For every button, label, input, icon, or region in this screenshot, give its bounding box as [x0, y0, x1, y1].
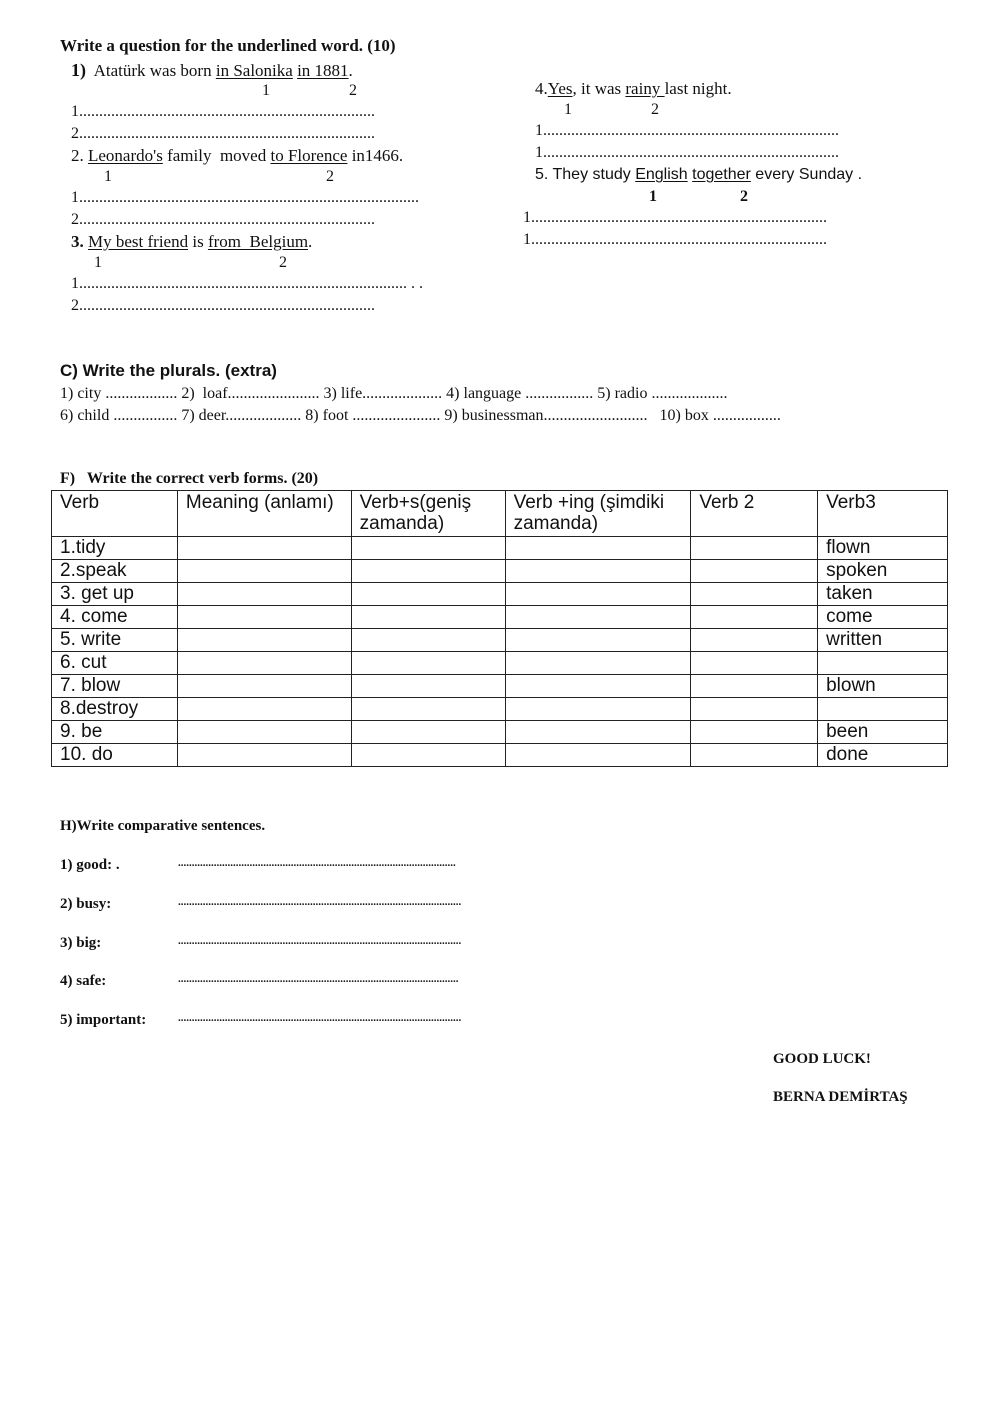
- question-text: last night.: [664, 79, 732, 98]
- verb-ing-cell[interactable]: [505, 560, 691, 583]
- verb2-cell[interactable]: [691, 537, 818, 560]
- verb-ing-cell[interactable]: [505, 629, 691, 652]
- verb-s-cell[interactable]: [351, 744, 505, 767]
- comparative-label: 4) safe:: [60, 973, 107, 989]
- question-2: [71, 146, 403, 166]
- question-text: family moved: [162, 146, 271, 165]
- question-text: They study: [552, 166, 636, 183]
- question-text: .: [348, 61, 353, 80]
- question-5: [535, 166, 862, 184]
- question-text: every Sunday .: [750, 166, 863, 183]
- answer-line[interactable]: ......................................................................................................: [178, 973, 459, 985]
- header-verb3: Verb3: [818, 491, 948, 537]
- verb-s-cell[interactable]: [351, 675, 505, 698]
- question-number: 3.: [71, 232, 84, 251]
- verb3-cell: spoken: [818, 560, 948, 583]
- verb-ing-cell[interactable]: [505, 537, 691, 560]
- header-verb: Verb: [52, 491, 178, 537]
- verb-s-cell[interactable]: [351, 583, 505, 606]
- verb-cell: 1.tidy: [52, 537, 178, 560]
- answer-line[interactable]: 2..........................................................................: [71, 211, 375, 228]
- question-number: 1): [71, 60, 86, 80]
- verb-cell: 10. do: [52, 744, 178, 767]
- table-row: [52, 606, 948, 629]
- answer-line[interactable]: 1..........................................................................: [535, 122, 839, 139]
- marker-1: 1: [104, 168, 112, 185]
- underlined-word-1: Yes: [547, 79, 573, 98]
- verb-s-cell[interactable]: [351, 698, 505, 721]
- underlined-word-1: English: [635, 166, 688, 183]
- verb2-cell[interactable]: [691, 606, 818, 629]
- verb2-cell[interactable]: [691, 629, 818, 652]
- meaning-cell[interactable]: [177, 744, 351, 767]
- marker-1: 1: [564, 101, 572, 118]
- underlined-word-2: from Belgium: [207, 232, 309, 251]
- verb2-cell[interactable]: [691, 744, 818, 767]
- verb-ing-cell[interactable]: [505, 652, 691, 675]
- section-a-title: Write a question for the underlined word. (10): [60, 36, 396, 55]
- comparative-label: 3) big:: [60, 935, 102, 951]
- verb-ing-cell[interactable]: [505, 721, 691, 744]
- question-number: 5.: [535, 166, 553, 183]
- comparative-label: 2) busy:: [60, 896, 112, 912]
- header-meaning: Meaning (anlamı): [177, 491, 351, 537]
- plurals-row-1[interactable]: 1) city .................. 2) loaf....................... 3) life.................... 4) language ................. 5) radio ...................: [60, 385, 728, 402]
- table-row: [52, 583, 948, 606]
- meaning-cell[interactable]: [177, 537, 351, 560]
- answer-line[interactable]: 2..........................................................................: [71, 125, 375, 142]
- verb2-cell[interactable]: [691, 583, 818, 606]
- answer-line[interactable]: .......................................................................................................: [178, 935, 462, 947]
- marker-2: 2: [651, 101, 659, 118]
- verb3-cell: come: [818, 606, 948, 629]
- table-row: [52, 560, 948, 583]
- verb-cell: 5. write: [52, 629, 178, 652]
- verb-forms-table: [51, 490, 948, 767]
- answer-line[interactable]: 1..........................................................................: [523, 209, 827, 226]
- marker-1: 1: [94, 254, 102, 271]
- table-row: [52, 652, 948, 675]
- underlined-word-2: in 1881: [297, 61, 349, 80]
- marker-2: 2: [740, 188, 748, 205]
- section-c-title: C) Write the plurals. (extra): [60, 361, 277, 380]
- answer-line[interactable]: 2..........................................................................: [71, 297, 375, 314]
- verb3-cell: been: [818, 721, 948, 744]
- meaning-cell[interactable]: [177, 629, 351, 652]
- verb-s-cell[interactable]: [351, 537, 505, 560]
- verb-s-cell[interactable]: [351, 629, 505, 652]
- verb3-cell[interactable]: [818, 652, 948, 675]
- question-text: .: [308, 232, 313, 251]
- underlined-word-2: together: [692, 166, 751, 183]
- verb-s-cell[interactable]: [351, 721, 505, 744]
- marker-2: 2: [349, 82, 357, 99]
- question-number: 2.: [71, 146, 88, 165]
- answer-line[interactable]: 1..........................................................................: [71, 103, 375, 120]
- meaning-cell[interactable]: [177, 652, 351, 675]
- table-row: [52, 698, 948, 721]
- verb-ing-cell[interactable]: [505, 744, 691, 767]
- comparative-label: 5) important:: [60, 1012, 147, 1028]
- verb2-cell[interactable]: [691, 652, 818, 675]
- section-h-title: H)Write comparative sentences.: [60, 818, 266, 834]
- verb-ing-cell[interactable]: [505, 583, 691, 606]
- table-row: [52, 675, 948, 698]
- verb-ing-cell[interactable]: [505, 675, 691, 698]
- answer-line[interactable]: 1..........................................................................: [523, 231, 827, 248]
- verb-cell: 8.destroy: [52, 698, 178, 721]
- answer-line[interactable]: .......................................................................................................: [178, 1012, 462, 1024]
- verb3-cell: taken: [818, 583, 948, 606]
- table-row: [52, 629, 948, 652]
- answer-line[interactable]: .......................................................................................................: [178, 896, 462, 908]
- verb-s-cell[interactable]: [351, 560, 505, 583]
- underlined-word-2: to Florence: [270, 146, 348, 165]
- meaning-cell[interactable]: [177, 583, 351, 606]
- verb2-cell[interactable]: [691, 560, 818, 583]
- author-name: BERNA DEMİRTAŞ: [773, 1089, 908, 1105]
- verb-cell: 7. blow: [52, 675, 178, 698]
- answer-line[interactable]: 1.....................................................................................: [71, 189, 419, 206]
- meaning-cell[interactable]: [177, 698, 351, 721]
- meaning-cell[interactable]: [177, 560, 351, 583]
- underlined-word-2: rainy: [625, 79, 665, 98]
- verb-s-cell[interactable]: [351, 652, 505, 675]
- question-number: 4.: [535, 79, 548, 98]
- verb3-cell: written: [818, 629, 948, 652]
- question-4: [535, 79, 732, 99]
- table-row: [52, 744, 948, 767]
- question-text: is: [188, 232, 208, 251]
- underlined-word-1: in Salonika: [215, 61, 293, 80]
- verb-ing-cell[interactable]: [505, 698, 691, 721]
- marker-2: 2: [326, 168, 334, 185]
- underlined-word-1: Leonardo's: [88, 146, 163, 165]
- answer-line[interactable]: .....................................................................................................: [178, 857, 456, 869]
- answer-line[interactable]: 1..........................................................................: [535, 144, 839, 161]
- verb-cell: 3. get up: [52, 583, 178, 606]
- table-header-row: [52, 491, 948, 537]
- question-text: , it was: [572, 79, 626, 98]
- verb-cell: 4. come: [52, 606, 178, 629]
- verb-ing-cell[interactable]: [505, 606, 691, 629]
- meaning-cell[interactable]: [177, 606, 351, 629]
- meaning-cell[interactable]: [177, 675, 351, 698]
- verb2-cell[interactable]: [691, 721, 818, 744]
- verb-cell: 6. cut: [52, 652, 178, 675]
- header-verb2: Verb 2: [691, 491, 818, 537]
- marker-2: 2: [279, 254, 287, 271]
- question-text: in1466.: [347, 146, 404, 165]
- verb3-cell: flown: [818, 537, 948, 560]
- verb2-cell[interactable]: [691, 675, 818, 698]
- verb-cell: 2.speak: [52, 560, 178, 583]
- question-3: [71, 232, 312, 252]
- verb2-cell[interactable]: [691, 698, 818, 721]
- verb3-cell[interactable]: [818, 698, 948, 721]
- meaning-cell[interactable]: [177, 721, 351, 744]
- marker-1: 1: [649, 188, 657, 205]
- question-text: Atatürk was born: [93, 61, 216, 80]
- plurals-row-2[interactable]: 6) child ................ 7) deer................... 8) foot ...................... 9) businessman.......................... 10) box .................: [60, 407, 781, 424]
- table-row: [52, 537, 948, 560]
- verb-cell: 9. be: [52, 721, 178, 744]
- header-verb-s: Verb+s(geniş zamanda): [351, 491, 505, 537]
- question-1: [71, 60, 353, 81]
- marker-1: 1: [262, 82, 270, 99]
- verb3-cell: blown: [818, 675, 948, 698]
- comparative-label: 1) good: .: [60, 857, 120, 873]
- underlined-word-1: My best friend: [88, 232, 189, 251]
- good-luck: GOOD LUCK!: [773, 1051, 871, 1067]
- section-f-title: F) Write the correct verb forms. (20): [60, 470, 319, 487]
- header-verb-ing: Verb +ing (şimdiki zamanda): [505, 491, 691, 537]
- verb-s-cell[interactable]: [351, 606, 505, 629]
- answer-line[interactable]: 1.................................................................................. . .: [71, 275, 423, 292]
- verb3-cell: done: [818, 744, 948, 767]
- table-row: [52, 721, 948, 744]
